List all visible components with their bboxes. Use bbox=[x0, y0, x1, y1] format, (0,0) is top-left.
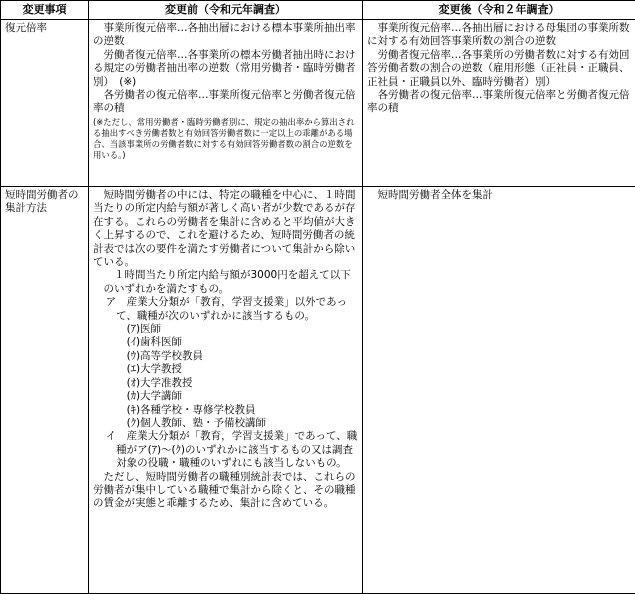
before-cell bbox=[89, 187, 363, 594]
before-condition-a: ア 産業大分類が「教育，学習支援業」以外であって、職種が次のいずれかに該当するもの。 bbox=[105, 296, 347, 322]
before-note: (※ただし、常用労働者・臨時労働者別に、規定の抽出率から算出される抽出すべき労働者数と有効回答労働者数に一定以上の乖離がある場合、当該事業所の労働者数に対する有効回答労働者数の割合の逆数を用いる。) bbox=[93, 116, 355, 160]
after-combined-multiplier: 各労働者の復元倍率…事業所復元倍率と労働者復元倍率の積 bbox=[367, 89, 630, 115]
before-intro: 短時間労働者の中には、特定の職種を中心に、１時間当たりの所定内給与額が著しく高い者が少数であるが存在する。これらの労働者を集計に含めると平均値が大きく上昇するので、これを避けるため、短時間労働者の統計表では次の要件を満たす労働者について集計から除いている。 bbox=[93, 189, 356, 269]
job-item: (ｵ)大学准教授 bbox=[126, 376, 193, 389]
after-cell bbox=[363, 20, 635, 187]
header-before: 変更前（令和元年調査） bbox=[89, 1, 363, 20]
before-establishment-multiplier: 事業所復元倍率…各抽出層における標本事業所抽出率の逆数 bbox=[93, 22, 356, 48]
before-worker-multiplier: 労働者復元倍率…各事業所の標本労働者抽出時における規定の労働者抽出率の逆数（常用労働者・臨時労働者別） (※) bbox=[93, 48, 356, 88]
item-cell: 復元倍率 bbox=[1, 20, 89, 187]
job-item: (ｸ)個人教師、塾・予備校講師 bbox=[126, 416, 267, 429]
job-item: (ｶ)大学講師 bbox=[126, 390, 183, 403]
job-item: (ｳ)高等学校教員 bbox=[126, 349, 204, 362]
job-item: (ｲ)歯科医師 bbox=[126, 336, 183, 349]
row-part-time-method bbox=[1, 187, 635, 594]
after-worker-multiplier: 労働者復元倍率…各事業所の労働者数に対する有効回答労働者数の割合の逆数（雇用形態（正社員・正職員、正社員・正職員以外、臨時労働者）別） bbox=[367, 48, 630, 88]
after-summary: 短時間労働者全体を集計 bbox=[377, 189, 493, 201]
item-cell: 短時間労働者の集計方法 bbox=[1, 187, 89, 594]
job-item: (ｴ)大学教授 bbox=[126, 363, 183, 376]
before-cell bbox=[89, 20, 363, 187]
after-establishment-multiplier: 事業所復元倍率…各抽出層における母集団の事業所数に対する有効回答事業所数の割合の逆数 bbox=[367, 22, 630, 48]
before-condition-i: イ 産業大分類が「教育，学習支援業」であって、職種がア(ｱ)～(ｸ)のいずれかに該当するもの又は調査対象の役職・職種のいずれにも該当しないもの。 bbox=[105, 430, 358, 470]
header-change-item: 変更事項 bbox=[1, 1, 89, 20]
before-combined-multiplier: 各労働者の復元倍率…事業所復元倍率と労働者復元倍率の積 bbox=[93, 89, 356, 115]
before-condition: １時間当たり所定内給与額が3000円を超えて以下のいずれかを満たすもの。 bbox=[103, 269, 351, 295]
job-item: (ｱ)医師 bbox=[126, 323, 162, 336]
before-closing: ただし、短時間労働者の職種別統計表では、これらの労働者が集中している職種で集計から除くと、その職種の賃金が実態と乖離するため、集計に含めている。 bbox=[93, 470, 356, 510]
header-row bbox=[1, 1, 635, 20]
after-cell bbox=[363, 187, 635, 594]
header-after: 変更後（令和２年調査） bbox=[363, 1, 635, 20]
row-restoration-multiplier bbox=[1, 20, 635, 187]
job-item: (ｷ)各種学校・専修学校教員 bbox=[126, 403, 256, 416]
